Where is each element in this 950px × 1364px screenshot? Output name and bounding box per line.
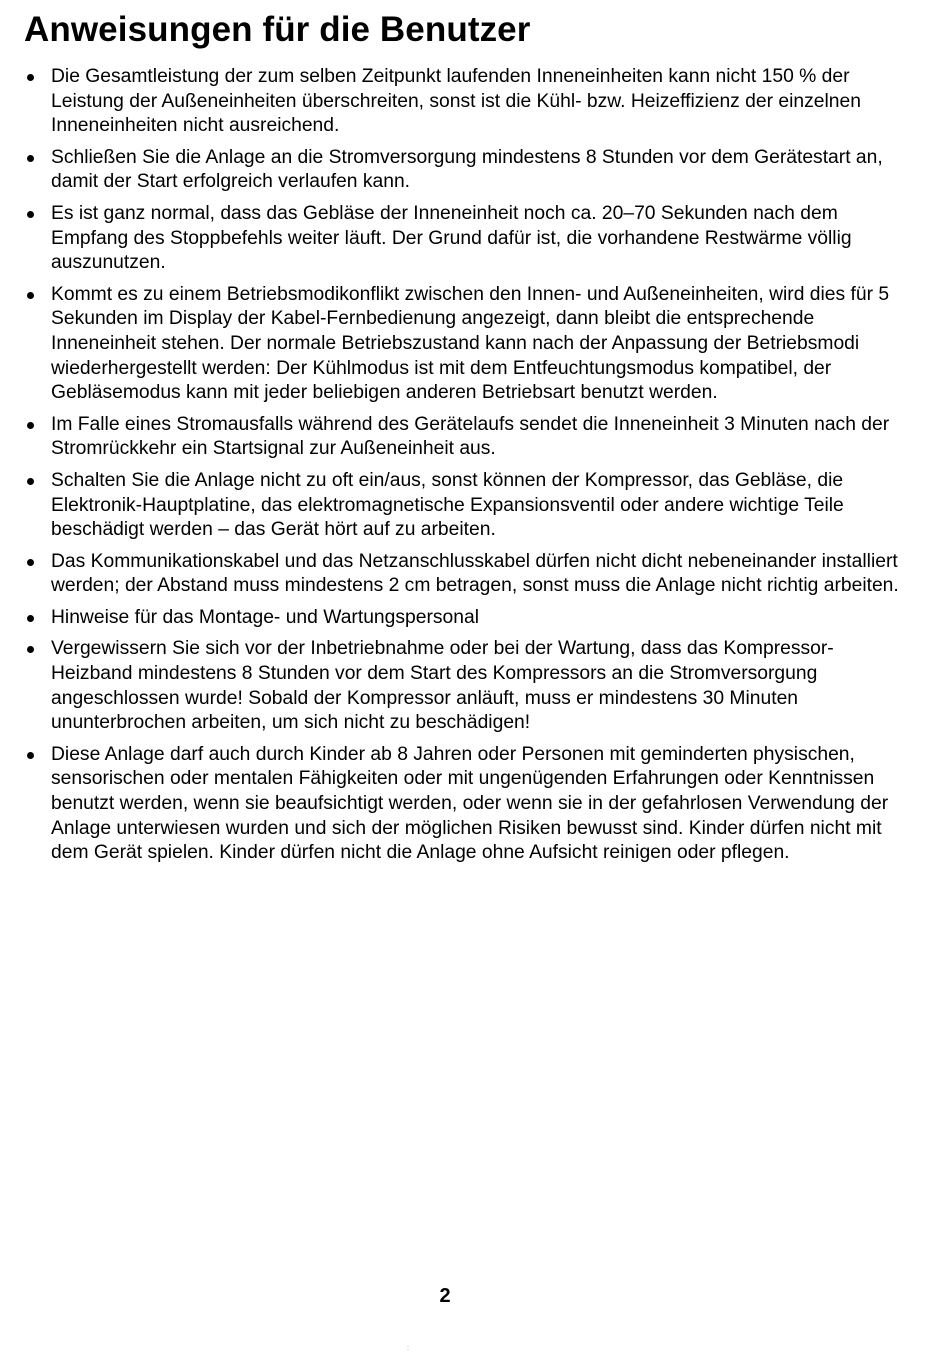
bullet-icon bbox=[27, 155, 34, 162]
bullet-icon bbox=[27, 74, 34, 81]
page-number: 2 bbox=[439, 1285, 451, 1307]
instruction-text: Hinweise für das Montage- und Wartungspersonal bbox=[51, 606, 479, 628]
page-title: Anweisungen für die Benutzer bbox=[24, 10, 531, 49]
list-item bbox=[24, 469, 904, 543]
list-item bbox=[24, 283, 904, 406]
list-item bbox=[24, 413, 904, 462]
list-item bbox=[24, 637, 904, 735]
footer-mark: : bbox=[407, 1345, 409, 1352]
instruction-text: Im Falle eines Stromausfalls während des Gerätelaufs sendet die Inneneinheit 3 Minuten nach der Stromrückkehr ein Startsignal zur Außeneinheit aus. bbox=[51, 413, 890, 460]
list-item bbox=[24, 202, 904, 276]
list-item bbox=[24, 743, 904, 866]
instruction-text: Schließen Sie die Anlage an die Stromversorgung mindestens 8 Stunden vor dem Gerätestart an, damit der Start erfolgreich verlaufen kann. bbox=[51, 146, 883, 193]
list-item bbox=[24, 146, 904, 195]
instruction-text: Die Gesamtleistung der zum selben Zeitpunkt laufenden Inneneinheiten kann nicht 150 % der Leistung der Außeneinheiten überschreiten, sonst ist die Kühl- bzw. Heizeffizienz der einzelnen Inneneinheiten nicht ausreichend. bbox=[51, 66, 861, 137]
list-item bbox=[24, 550, 904, 599]
instruction-text: Vergewissern Sie sich vor der Inbetriebnahme oder bei der Wartung, dass das Kompressor-Heizband mindestens 8 Stunden vor dem Start des Kompressors an die Stromversorgung angeschlossen wurde! Sobald der Kompressor anläuft, muss er mindestens 30 Minuten ununterbrochen arbeiten, um sich nicht zu beschädigen! bbox=[51, 638, 834, 734]
instruction-text: Kommt es zu einem Betriebsmodikonflikt zwischen den Innen- und Außeneinheiten, wird dies für 5 Sekunden im Display der Kabel-Fernbedienung angezeigt, dann bleibt die entsprechende Inneneinheit stehen. Der normale Betriebszustand kann nach der Anpassung der Betriebsmodi wiederhergestellt werden: Der Kühlmodus ist mit dem Entfeuchtungsmodus kompatibel, der Gebläsemodus kann mit jeder beliebigen anderen Betriebsart benutzt werden. bbox=[51, 283, 890, 404]
list-item bbox=[24, 65, 904, 139]
bullet-icon bbox=[27, 292, 34, 299]
instruction-text: Es ist ganz normal, dass das Gebläse der Inneneinheit noch ca. 20–70 Sekunden nach dem Empfang des Stoppbefehls weiter läuft. Der Grund dafür ist, die vorhandene Restwärme völlig auszunutzen. bbox=[51, 202, 852, 274]
bullet-icon bbox=[27, 211, 34, 218]
instruction-text: Diese Anlage darf auch durch Kinder ab 8 Jahren oder Personen mit geminderten physischen, sensorischen oder mentalen Fähigkeiten oder mit ungenügenden Erfahrungen oder Kenntnissen benutzt werden, wenn sie beaufsichtigt werden, oder wenn sie in der gefahrlosen Verwendung der Anlage unterwiesen wurden und sich der möglichen Risiken bewusst sind. Kinder dürfen nicht mit dem Gerät spielen. Kinder dürfen nicht die Anlage ohne Aufsicht reinigen oder pflegen. bbox=[51, 743, 889, 864]
bullet-icon bbox=[27, 422, 34, 429]
bullet-icon bbox=[27, 478, 34, 485]
bullet-icon bbox=[27, 559, 34, 566]
bullet-icon bbox=[27, 752, 34, 759]
instruction-text: Das Kommunikationskabel und das Netzanschlusskabel dürfen nicht dicht nebeneinander installiert werden; der Abstand muss mindestens 2 cm betragen, sonst muss die Anlage nicht richtig arbeiten. bbox=[51, 550, 899, 597]
instruction-text: Schalten Sie die Anlage nicht zu oft ein/aus, sonst können der Kompressor, das Gebläse, die Elektronik-Hauptplatine, das elektromagnetische Expansionsventil oder andere wichtige Teile beschädigt werden – das Gerät hört auf zu arbeiten. bbox=[51, 469, 844, 541]
bullet-icon bbox=[27, 646, 34, 653]
bullet-icon bbox=[27, 615, 34, 622]
instruction-list bbox=[24, 65, 904, 873]
list-item bbox=[24, 606, 904, 631]
